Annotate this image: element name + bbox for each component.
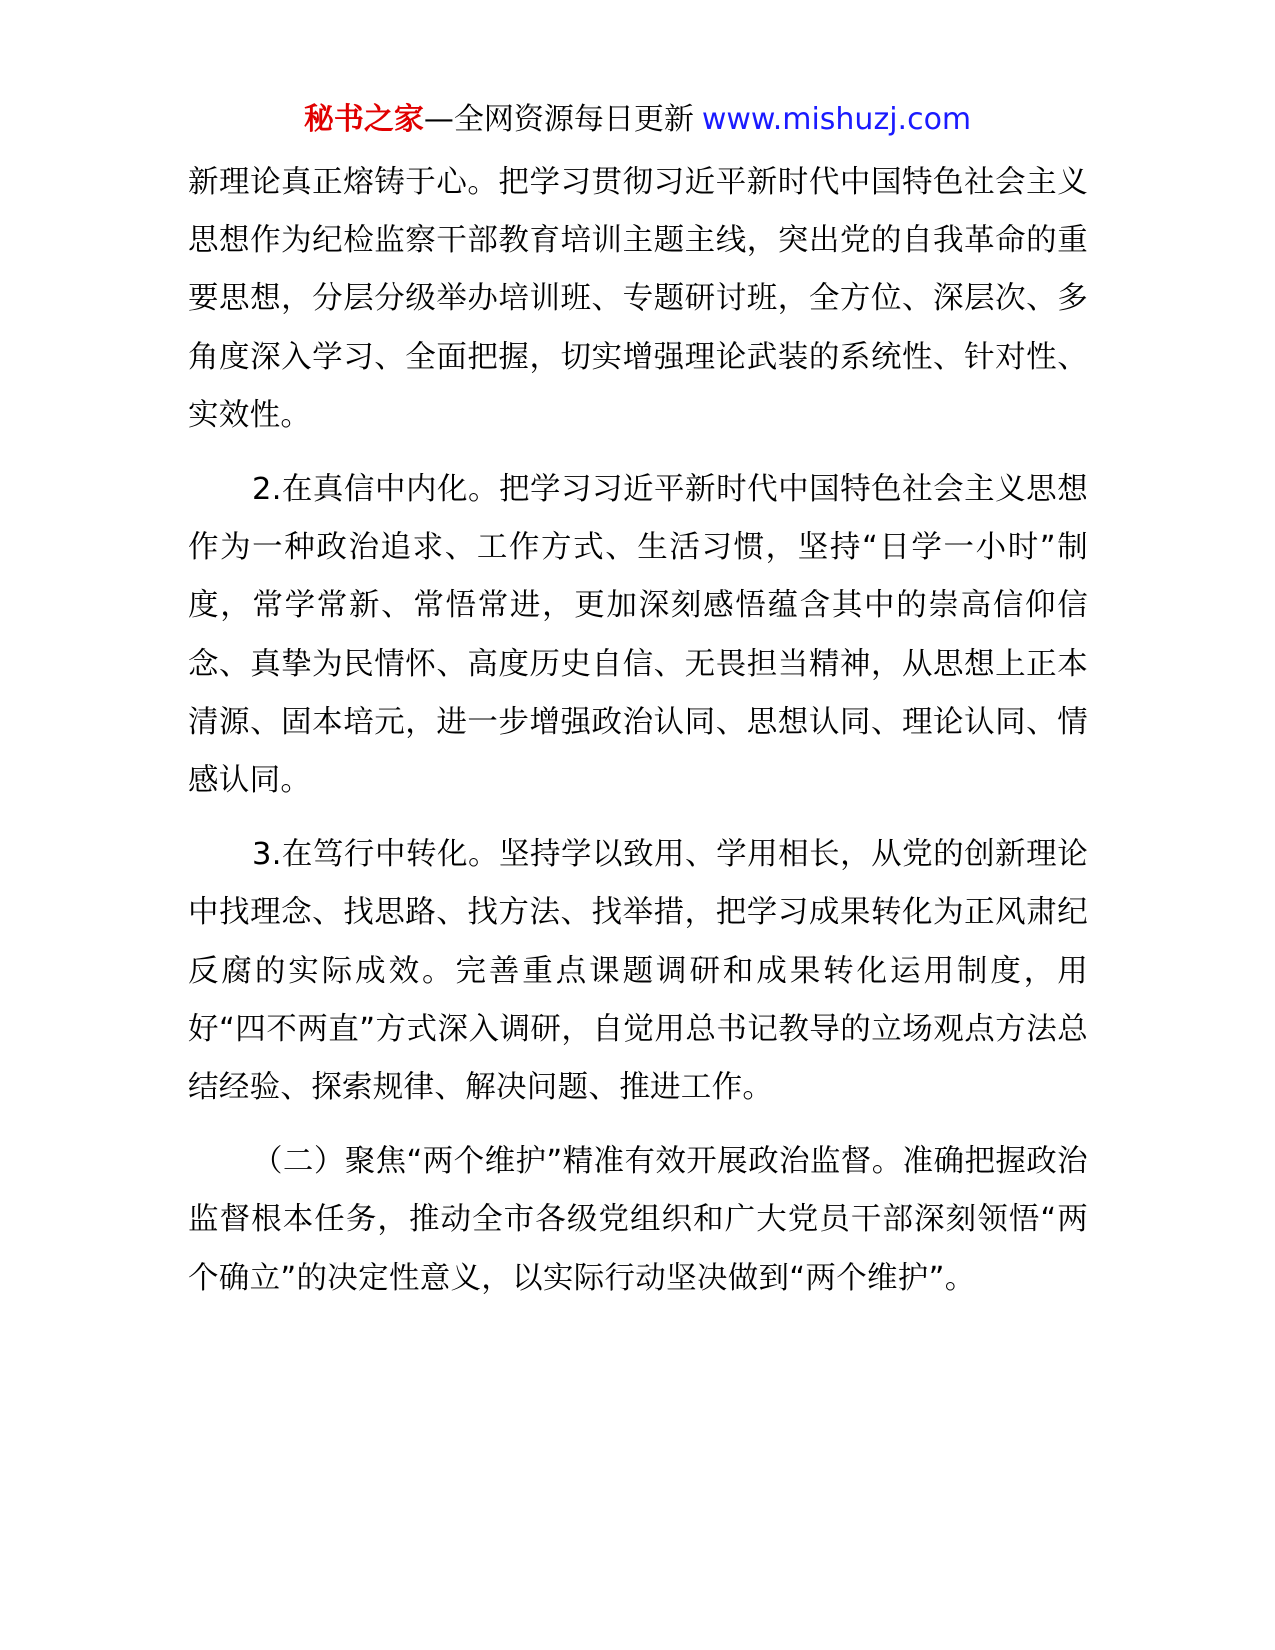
page-header — [0, 100, 1275, 140]
document-body — [188, 154, 1088, 1308]
site-url-link[interactable]: www.mishuzj.com — [701, 102, 972, 137]
paragraph-item-3: 3.在笃行中转化。坚持学以致用、学用相长，从党的创新理论中找理念、找思路、找方法、找举措，把学习成果转化为正风肃纪反腐的实际成效。完善重点课题调研和成果转化运用制度，用好“四不两直”方式深入调研，自觉用总书记教导的立场观点方法总结经验、探索规律、解决问题、推进工作。 — [188, 837, 1088, 1106]
brand-name: 秘书之家 — [303, 102, 424, 137]
header-tagline: —全网资源每日更新 — [423, 102, 694, 137]
paragraph-continued: 新理论真正熔铸于心。把学习贯彻习近平新时代中国特色社会主义思想作为纪检监察干部教育培训主题主线，突出党的自我革命的重要思想，分层分级举办培训班、专题研讨班，全方位、深层次、多角度深入学习、全面把握，切实增强理论武装的系统性、针对性、实效性。 — [188, 165, 1088, 433]
paragraph-section-2: （二）聚焦“两个维护”精准有效开展政治监督。准确把握政治监督根本任务，推动全市各级党组织和广大党员干部深刻领悟“两个确立”的决定性意义，以实际行动坚决做到“两个维护”。 — [188, 1144, 1088, 1296]
paragraph-item-2: 2.在真信中内化。把学习习近平新时代中国特色社会主义思想作为一种政治追求、工作方式、生活习惯，坚持“日学一小时”制度，常学常新、常悟常进，更加深刻感悟蕴含其中的崇高信仰信念、真挚为民情怀、高度历史自信、无畏担当精神，从思想上正本清源、固本培元，进一步增强政治认同、思想认同、理论认同、情感认同。 — [188, 472, 1088, 799]
